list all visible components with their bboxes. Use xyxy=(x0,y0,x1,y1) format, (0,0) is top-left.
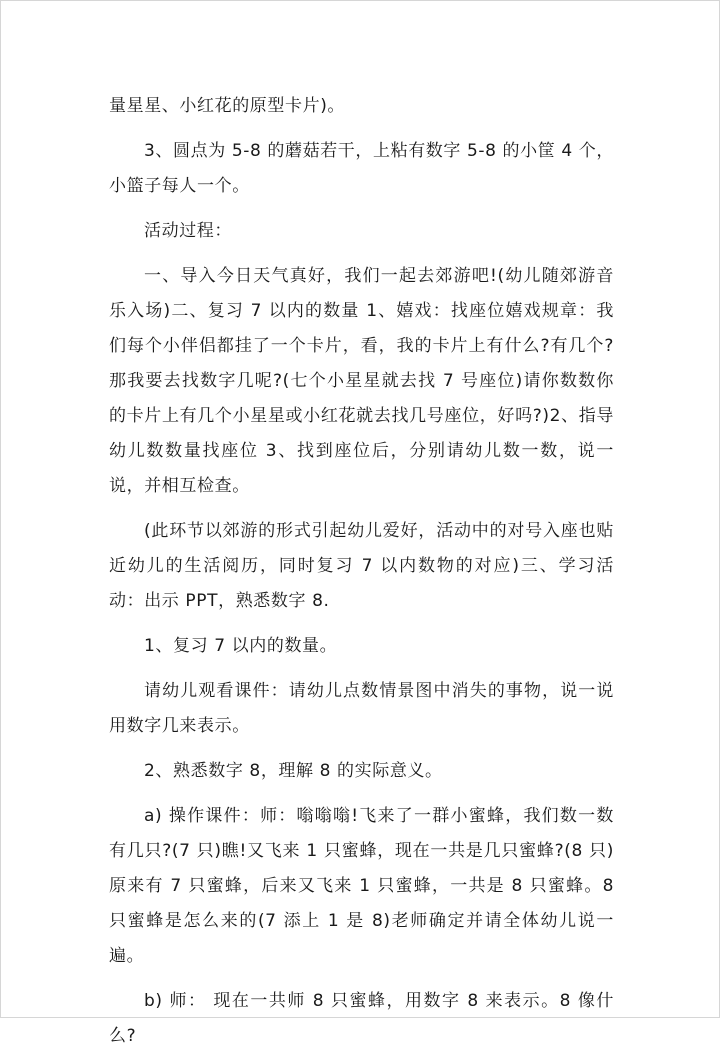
paragraph-3: 活动过程： xyxy=(144,221,232,241)
document-body xyxy=(109,89,614,1064)
paragraph-2: 3、圆点为 5-8 的蘑菇若干，上粘有数字 5-8 的小筐 4 个，小篮子每人一个。 xyxy=(109,141,614,196)
paragraph-1: 量星星、小红花的原型卡片)。 xyxy=(109,96,346,116)
paragraph-9: a) 操作课件：师：嗡嗡嗡!飞来了一群小蜜蜂，我们数一数有几只?(7 只)瞧!又飞来 1 只蜜蜂，现在一共是几只蜜蜂?(8 只)原来有 7 只蜜蜂，后来又飞来 1 只蜜蜂，一共是 8 只蜜蜂。8 只蜜蜂是怎么来的(7 添上 1 是 8)老师确定并请全体幼儿说一遍。 xyxy=(109,806,614,966)
paragraph-7: 请幼儿观看课件：请幼儿点数情景图中消失的事物，说一说用数字几来表示。 xyxy=(109,681,614,736)
paragraph-6: 1、复习 7 以内的数量。 xyxy=(144,636,338,656)
paragraph-4: 一、导入今日天气真好，我们一起去郊游吧!(幼儿随郊游音乐入场)二、复习 7 以内的数量 1、嬉戏：找座位嬉戏规章：我们每个小伴侣都挂了一个卡片，看，我的卡片上有什么?有几个?那我要去找数字几呢?(七个小星星就去找 7 号座位)请你数数你的卡片上有几个小星星或小红花就去找几号座位，好吗?)2、指导幼儿数数量找座位 3、找到座位后，分别请幼儿数一数，说一说，并相互检查。 xyxy=(109,266,614,496)
paragraph-10: b) 师： 现在一共师 8 只蜜蜂，用数字 8 来表示。8 像什么? xyxy=(109,991,614,1046)
paragraph-5: (此环节以郊游的形式引起幼儿爱好，活动中的对号入座也贴近幼儿的生活阅历，同时复习 7 以内数物的对应)三、学习活动：出示 PPT，熟悉数字 8. xyxy=(109,521,614,611)
paragraph-8: 2、熟悉数字 8，理解 8 的实际意义。 xyxy=(144,761,443,781)
